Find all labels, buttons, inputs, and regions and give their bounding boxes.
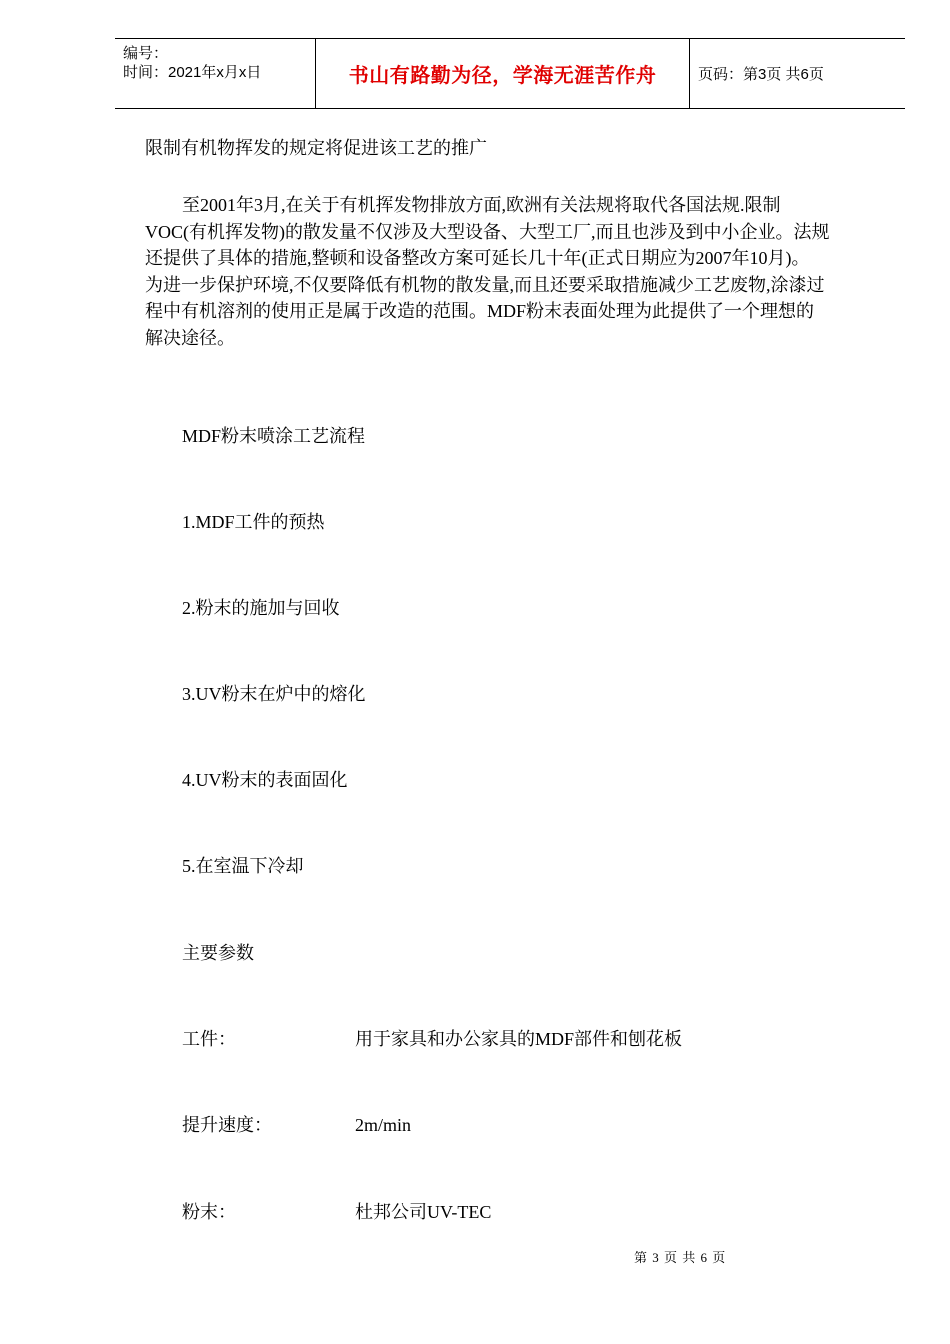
header-page-number: 页码：第3页 共6页 — [698, 66, 824, 83]
section-heading: 限制有机物挥发的规定将促进该工艺的推广 — [145, 138, 487, 158]
paragraph-line: VOC(有机挥发物)的散发量不仅涉及大型设备、大型工厂,而且也涉及到中小企业。法规 — [145, 221, 830, 242]
param-label: 提升速度： — [182, 1115, 272, 1135]
motto-cell — [316, 39, 690, 108]
paragraph-line: 解决途径。 — [145, 327, 235, 348]
paragraph-line: 为进一步保护环境,不仅要降低有机物的散发量,而且还要采取措施减少工艺废物,涂漆过 — [145, 274, 825, 295]
param-label: 工件： — [182, 1029, 236, 1049]
process-step: 3.UV粉末在炉中的熔化 — [182, 684, 366, 704]
param-value: 用于家具和办公家具的MDF部件和刨花板 — [355, 1029, 683, 1049]
process-step: 5.在室温下冷却 — [182, 856, 304, 876]
process-step: 4.UV粉末的表面固化 — [182, 770, 348, 790]
motto-text: 书山有路勤为径，学海无涯苦作舟 — [348, 63, 657, 87]
body-paragraph — [145, 192, 875, 351]
header-meta-cell — [115, 39, 316, 108]
process-step: 1.MDF工件的预热 — [182, 512, 325, 532]
date-label: 时间：2021年x月x日 — [123, 64, 262, 81]
page-number-cell — [690, 39, 905, 108]
page-header — [115, 38, 905, 109]
param-label: 粉末： — [182, 1202, 236, 1222]
param-value: 2m/min — [355, 1115, 412, 1135]
footer-page-number: 第 3 页 共 6 页 — [634, 1250, 727, 1265]
param-value: 杜邦公司UV-TEC — [355, 1202, 492, 1222]
process-step: 2.粉末的施加与回收 — [182, 598, 340, 618]
paragraph-line: 还提供了具体的措施,整顿和设备整改方案可延长几十年(正式日期应为2007年10月)。 — [145, 248, 810, 268]
paragraph-line: 程中有机溶剂的使用正是属于改造的范围。MDF粉末表面处理为此提供了一个理想的 — [145, 301, 815, 321]
process-title: MDF粉末喷涂工艺流程 — [182, 426, 366, 446]
paragraph-line: 至2001年3月,在关于有机挥发物排放方面,欧洲有关法规将取代各国法规.限制 — [182, 195, 781, 215]
serial-number-label: 编号： — [123, 45, 169, 62]
params-title: 主要参数 — [182, 943, 254, 963]
